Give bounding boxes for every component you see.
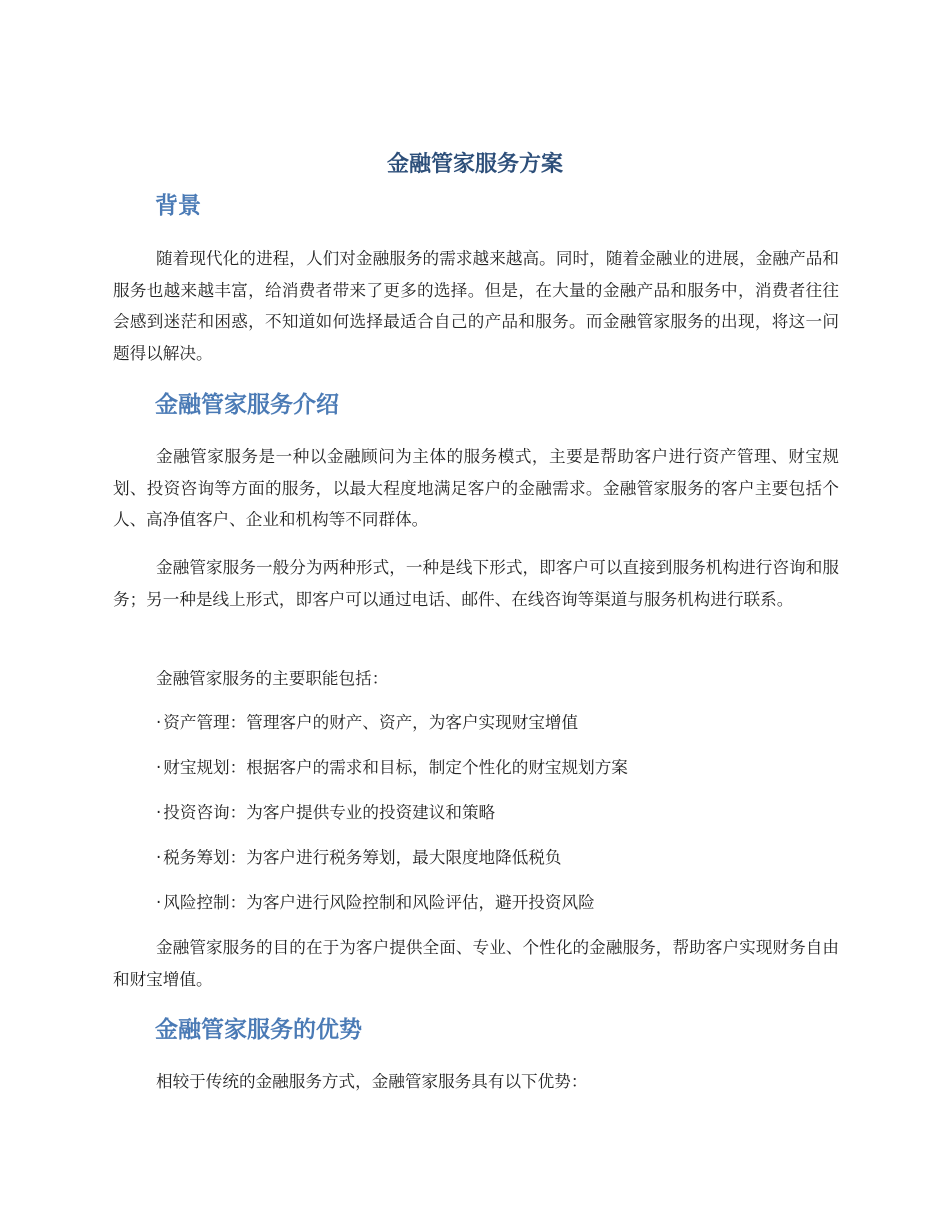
list-item [156,756,628,780]
list-item [156,711,578,735]
background-paragraph: 随着现代化的进程，人们对金融服务的需求越来越高。同时，随着金融业的进展，金融产品和服务也越来越丰富，给消费者带来了更多的选择。但是，在大量的金融产品和服务中，消费者往往会感到迷茫和困惑，不知道如何选择最适合自己的产品和服务。而金融管家服务的出现，将这一问题得以解决。 [113,249,839,363]
list-item [156,801,495,825]
list-item [156,891,595,915]
list-item-text: 税务筹划：为客户进行税务筹划，最大限度地降低税负 [163,848,562,867]
intro-paragraph-1: 金融管家服务是一种以金融顾问为主体的服务模式，主要是帮助客户进行资产管理、财宝规划、投资咨询等方面的服务，以最大程度地满足客户的金融需求。金融管家服务的客户主要包括个人、高净值客户、企业和机构等不同群体。 [113,447,839,529]
list-item-text: 财宝规划：根据客户的需求和目标，制定个性化的财宝规划方案 [163,758,628,777]
bullet-dot: · [156,713,162,732]
list-item [156,846,562,870]
section-heading-intro: 金融管家服务介绍 [155,392,339,418]
intro-paragraph-2: 金融管家服务一般分为两种形式，一种是线下形式，即客户可以直接到服务机构进行咨询和服务；另一种是线上形式，即客户可以通过电话、邮件、在线咨询等渠道与服务机构进行联系。 [113,558,839,609]
intro-paragraph-3: 金融管家服务的主要职能包括： [156,669,389,688]
list-item-text: 投资咨询：为客户提供专业的投资建议和策略 [163,803,496,822]
bullet-dot: · [156,848,162,867]
bullet-dot: · [156,803,162,822]
section-heading-background: 背景 [155,193,201,219]
intro-closing-paragraph: 金融管家服务的目的在于为客户提供全面、专业、个性化的金融服务，帮助客户实现财务自由和财宝增值。 [113,938,839,989]
list-item-text: 风险控制：为客户进行风险控制和风险评估，避开投资风险 [163,893,595,912]
list-item-text: 资产管理：管理客户的财产、资产，为客户实现财宝增值 [163,713,579,732]
section-heading-advantages: 金融管家服务的优势 [155,1017,362,1043]
bullet-dot: · [156,758,162,777]
advantages-paragraph: 相较于传统的金融服务方式，金融管家服务具有以下优势： [156,1072,588,1091]
bullet-dot: · [156,893,162,912]
document-title: 金融管家服务方案 [386,152,563,177]
